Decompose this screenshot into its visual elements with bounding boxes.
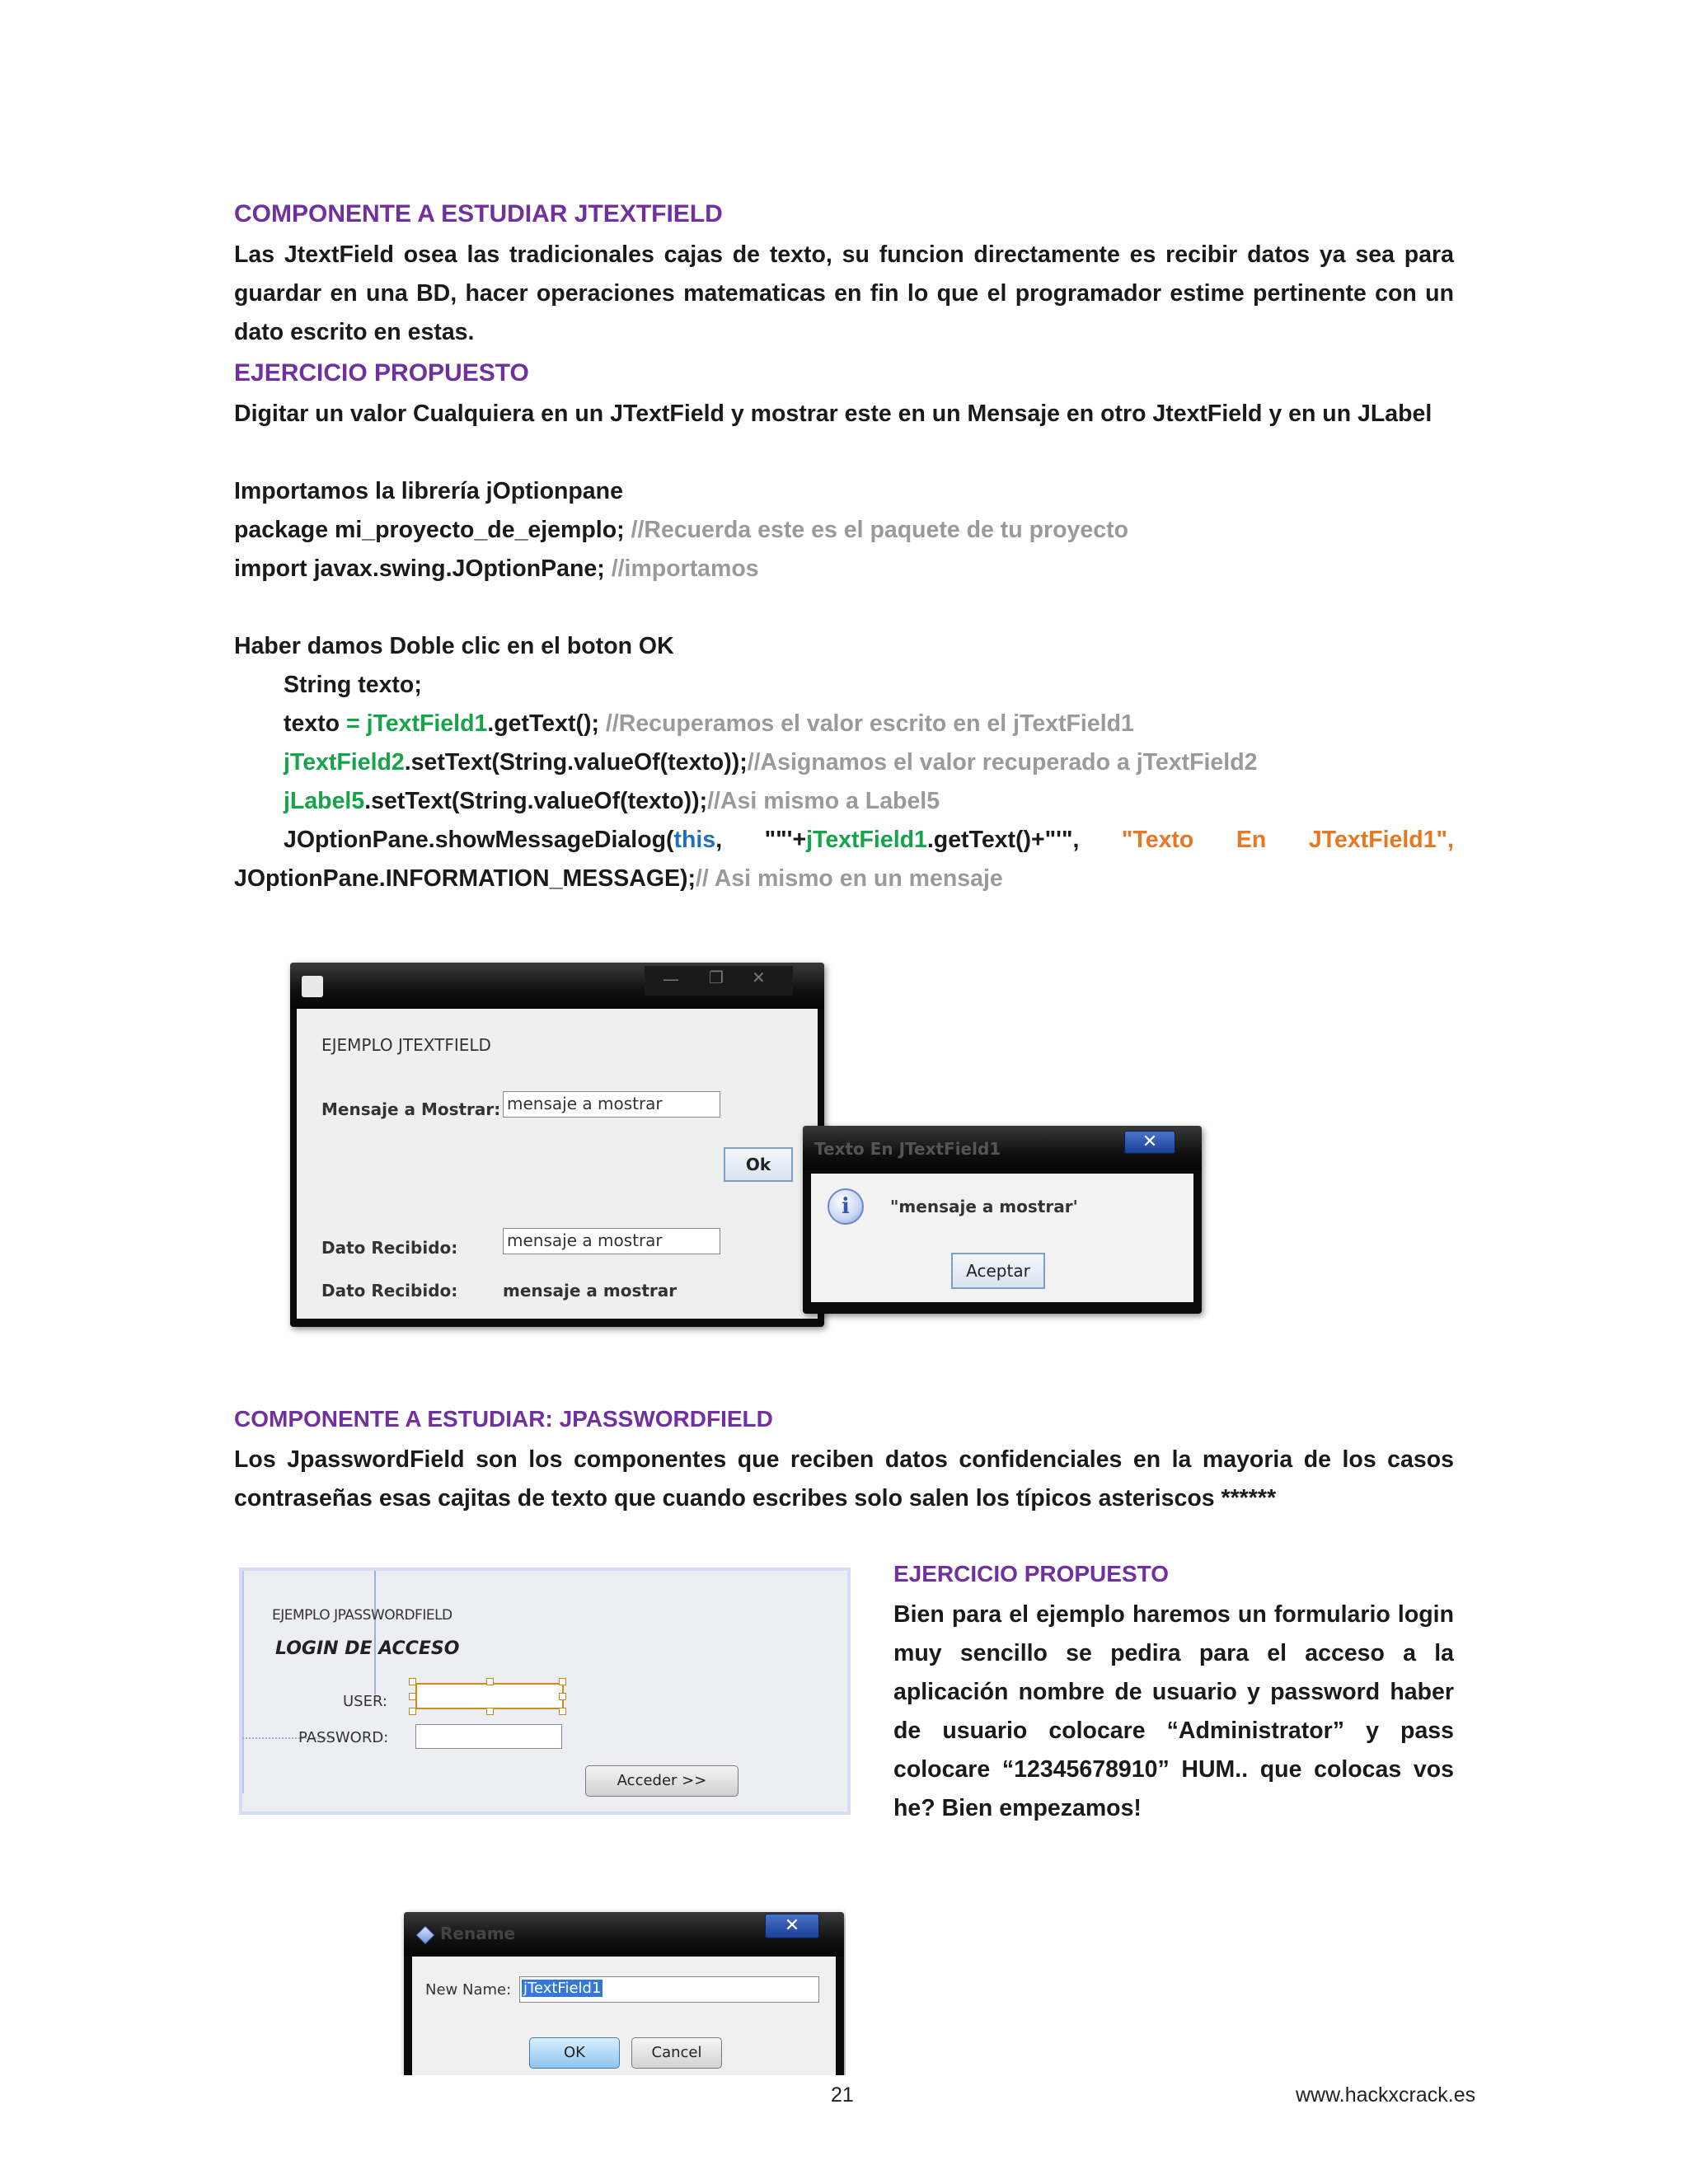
password-input[interactable] [415,1724,562,1749]
user-input[interactable] [415,1683,564,1709]
code-package: package mi_proyecto_de_ejemplo; [234,517,625,543]
dialog-titlebar [803,1126,1202,1170]
access-button[interactable]: Acceder >> [585,1765,738,1797]
rename-dialog-crop [401,1909,846,2075]
ok-button[interactable]: Ok [724,1147,793,1182]
new-name-selected-text: jTextField1 [523,1980,602,1997]
guide-line [374,1571,376,1694]
code-token: .getText()+"'", [926,827,1080,853]
resize-handle[interactable] [409,1678,416,1685]
code-comment: //Asi mismo a Label5 [707,788,940,814]
label-received-2: Dato Recibido: [321,1281,458,1301]
resize-handle[interactable] [559,1708,566,1715]
dialog-close-icon[interactable]: ✕ [1124,1131,1175,1154]
dialog-title: Texto En JTextField1 [814,1139,1001,1159]
exercise-heading-2: EJERCICIO PROPUESTO [893,1561,1170,1586]
section-heading-jtextfield: COMPONENTE A ESTUDIAR JTEXTFIELD [234,200,723,227]
guide-line [242,1571,244,1793]
maximize-icon[interactable]: ❐ [709,968,724,987]
exercise-text: Digitar un valor Cualquiera en un JTextField y mostrar este en un Mensaje en otro JtextField y en un JLabel [234,401,1432,427]
section-heading-jpasswordfield: COMPONENTE A ESTUDIAR: JPASSWORDFIELD [234,1406,773,1432]
minimize-icon[interactable]: — [663,969,679,989]
exercise-text-2: Bien para el ejemplo haremos un formulario login muy sencillo se pedira para el acceso a la aplicación nombre de usuario y password haber de usuario colocare “Administrator” y pass colocare “12345678910” HUM.. que colocas vos he? Bien empezamos! [893,1601,1454,1821]
code-token: .getText(); [487,710,599,737]
code-token: jTextField2 [284,749,405,776]
code-token: En [1236,827,1267,853]
code-token: "Texto [1121,827,1194,853]
resize-handle[interactable] [409,1708,416,1715]
code-line-5 [284,821,1454,860]
message-dialog [803,1126,1202,1314]
code-token: jTextField1 [806,827,927,853]
code-token: ""'+ [764,827,807,853]
code-line-2 [284,705,1134,743]
code-comment: //Asignamos el valor recuperado a jTextField2 [747,749,1258,776]
code-comment: //Recuerda este es el paquete de tu proyecto [631,517,1128,543]
code-line-4 [284,782,940,821]
section-paragraph-jtextfield: Las JtextField osea las tradicionales cajas de texto, su funcion directamente es recibir datos ya sea para guardar en una BD, hacer operaciones matematicas en fin lo que el programador estime pertinente con un dato escrito en estas. [234,241,1454,345]
code-package-line [234,511,1128,550]
jpasswordfield-designer-screenshot [239,1568,851,1815]
code-token: jLabel5 [284,788,365,814]
resize-handle[interactable] [559,1693,566,1700]
code-import: import javax.swing.JOptionPane; [234,555,605,582]
rename-client [412,1957,836,2075]
resize-handle[interactable] [486,1708,494,1715]
rename-titlebar [404,1912,844,1957]
message-input[interactable]: mensaje a mostrar [503,1091,720,1118]
rename-ok-button[interactable]: OK [529,2037,620,2069]
code-token: texto [284,710,347,737]
haber-title: Haber damos Doble clic en el boton OK [234,633,674,659]
window-titlebar [290,963,824,1009]
resize-handle[interactable] [486,1678,494,1685]
cube-icon [416,1926,435,1945]
rename-dialog [404,1912,844,2075]
code-comment: //importamos [611,555,759,582]
code-token-group [765,821,1080,860]
code-token: , [715,827,723,853]
code-token-group [284,821,722,860]
dialog-client [811,1174,1193,1302]
received-label-value: mensaje a mostrar [503,1281,678,1301]
close-icon[interactable]: ✕ [752,968,766,987]
code-line-1: String texto; [284,672,422,698]
form-title: EJEMPLO JTEXTFIELD [321,1035,491,1055]
user-label: USER: [343,1693,387,1710]
designer-subtitle: LOGIN DE ACCESO [275,1638,460,1659]
code-token: .setText(String.valueOf(texto)); [404,749,748,776]
section-paragraph-jpasswordfield: Los JpasswordField son los componentes que reciben datos confidenciales en la mayoria de los casos contraseñas esas cajitas de texto que cuando escribes solo salen los típicos asteriscos ****** [234,1446,1454,1511]
exercise-heading: EJERCICIO PROPUESTO [234,359,529,387]
code-line-6 [234,860,1003,898]
import-title: Importamos la librería jOptionpane [234,478,623,504]
jtextfield-example-window [290,963,824,1327]
resize-handle[interactable] [559,1678,566,1685]
rename-close-icon[interactable]: ✕ [765,1914,819,1938]
code-comment: // Asi mismo en un mensaje [696,865,1003,892]
code-token: .setText(String.valueOf(texto)); [364,788,708,814]
designer-title: EJEMPLO JPASSWORDFIELD [272,1607,452,1624]
label-message: Mensaje a Mostrar: [321,1099,501,1119]
code-token: JTextField1", [1308,827,1454,853]
new-name-label: New Name: [425,1981,512,1999]
code-import-line [234,550,759,588]
label-received-1: Dato Recibido: [321,1238,458,1258]
page-number: 21 [831,2083,854,2107]
rename-cancel-button[interactable]: Cancel [631,2037,722,2069]
code-comment: //Recuperamos el valor escrito en el jTextField1 [605,710,1134,737]
java-app-icon [302,976,323,997]
received-input[interactable]: mensaje a mostrar [503,1228,720,1254]
code-line-3 [284,743,1257,782]
window-client [297,1009,818,1319]
new-name-input[interactable] [519,1976,819,2003]
resize-handle[interactable] [409,1693,416,1700]
code-token: this [673,827,716,853]
code-token: = jTextField1 [346,710,488,737]
dialog-message: "mensaje a mostrar' [890,1197,1078,1216]
footer-site: www.hackxcrack.es [1296,2083,1476,2107]
info-icon: i [828,1188,864,1225]
code-token: JOptionPane.INFORMATION_MESSAGE); [234,865,696,892]
rename-title: Rename [440,1924,516,1943]
code-token: JOptionPane.showMessageDialog( [284,827,674,853]
accept-button[interactable]: Aceptar [951,1253,1045,1289]
password-label: PASSWORD: [298,1729,389,1746]
window-controls [645,966,793,996]
